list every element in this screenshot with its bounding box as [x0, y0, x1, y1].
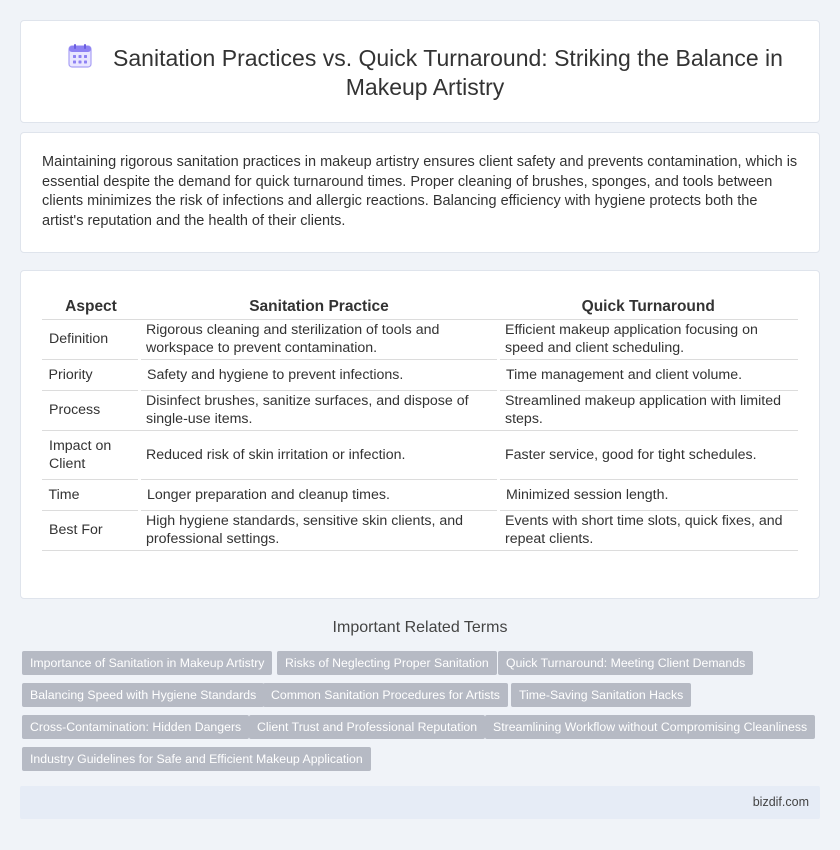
cell-quick: Events with short time slots, quick fixes, and repeat clients. — [499, 510, 799, 550]
table-row — [43, 319, 799, 359]
page-title — [61, 43, 789, 102]
related-term-tag[interactable]: Common Sanitation Procedures for Artists — [263, 683, 508, 707]
cell-quick: Efficient makeup application focusing on speed and client scheduling. — [499, 319, 799, 359]
cell-aspect: Priority — [43, 359, 140, 390]
cell-sanitation: High hygiene standards, sensitive skin clients, and professional settings. — [140, 510, 499, 550]
table-row — [43, 479, 799, 510]
related-term-tag[interactable]: Cross-Contamination: Hidden Dangers — [22, 715, 249, 739]
table-row — [43, 510, 799, 550]
cell-aspect: Best For — [43, 510, 140, 550]
related-term-tag[interactable]: Quick Turnaround: Meeting Client Demands — [498, 651, 753, 675]
cell-sanitation: Disinfect brushes, sanitize surfaces, and dispose of single-use items. — [140, 390, 499, 430]
cell-aspect: Definition — [43, 319, 140, 359]
cell-aspect: Process — [43, 390, 140, 430]
calendar-icon — [67, 43, 93, 69]
cell-quick: Streamlined makeup application with limited steps. — [499, 390, 799, 430]
cell-quick: Minimized session length. — [499, 479, 799, 510]
footer-brand[interactable]: bizdif.com — [752, 795, 809, 809]
page-title-text: Sanitation Practices vs. Quick Turnaround: Striking the Balance in Makeup Artistry — [113, 45, 783, 100]
cell-aspect: Impact on Client — [43, 430, 140, 479]
cell-quick: Faster service, good for tight schedules. — [499, 430, 799, 479]
header-sanitation: Sanitation Practice — [140, 295, 499, 319]
table-row — [43, 430, 799, 479]
cell-sanitation: Safety and hygiene to prevent infections. — [140, 359, 499, 390]
footer — [20, 786, 820, 819]
comparison-table — [42, 295, 798, 551]
related-term-tag[interactable]: Streamlining Workflow without Compromising Cleanliness — [485, 715, 815, 739]
cell-sanitation: Rigorous cleaning and sterilization of tools and workspace to prevent contamination. — [140, 319, 499, 359]
related-term-tag[interactable]: Importance of Sanitation in Makeup Artistry — [22, 651, 272, 675]
related-terms-title: Important Related Terms — [332, 619, 508, 636]
intro-paragraph: Maintaining rigorous sanitation practices in makeup artistry ensures client safety and prevents contamination, which is essential despite the demand for quick turnaround times. Proper cleaning of brushes, sponges, and tools between clients minimizes the risk of infections and allergic reactions. Balancing efficiency with hygiene protects both the artist's reputation and the health of their clients. — [42, 154, 798, 229]
related-term-tag[interactable]: Client Trust and Professional Reputation — [249, 715, 485, 739]
header-quick: Quick Turnaround — [499, 295, 799, 319]
related-term-tag[interactable]: Balancing Speed with Hygiene Standards — [22, 683, 264, 707]
related-term-tag[interactable]: Industry Guidelines for Safe and Efficient Makeup Application — [22, 747, 371, 771]
cell-sanitation: Longer preparation and cleanup times. — [140, 479, 499, 510]
header-aspect: Aspect — [43, 295, 140, 319]
intro-card — [20, 132, 820, 253]
cell-sanitation: Reduced risk of skin irritation or infection. — [140, 430, 499, 479]
header-card — [20, 20, 820, 123]
table-row — [43, 359, 799, 390]
cell-quick: Time management and client volume. — [499, 359, 799, 390]
table-header-row — [43, 295, 799, 319]
related-term-tag[interactable]: Risks of Neglecting Proper Sanitation — [277, 651, 497, 675]
cell-aspect: Time — [43, 479, 140, 510]
table-row — [43, 390, 799, 430]
related-term-tag[interactable]: Time-Saving Sanitation Hacks — [511, 683, 691, 707]
comparison-card — [20, 270, 820, 599]
